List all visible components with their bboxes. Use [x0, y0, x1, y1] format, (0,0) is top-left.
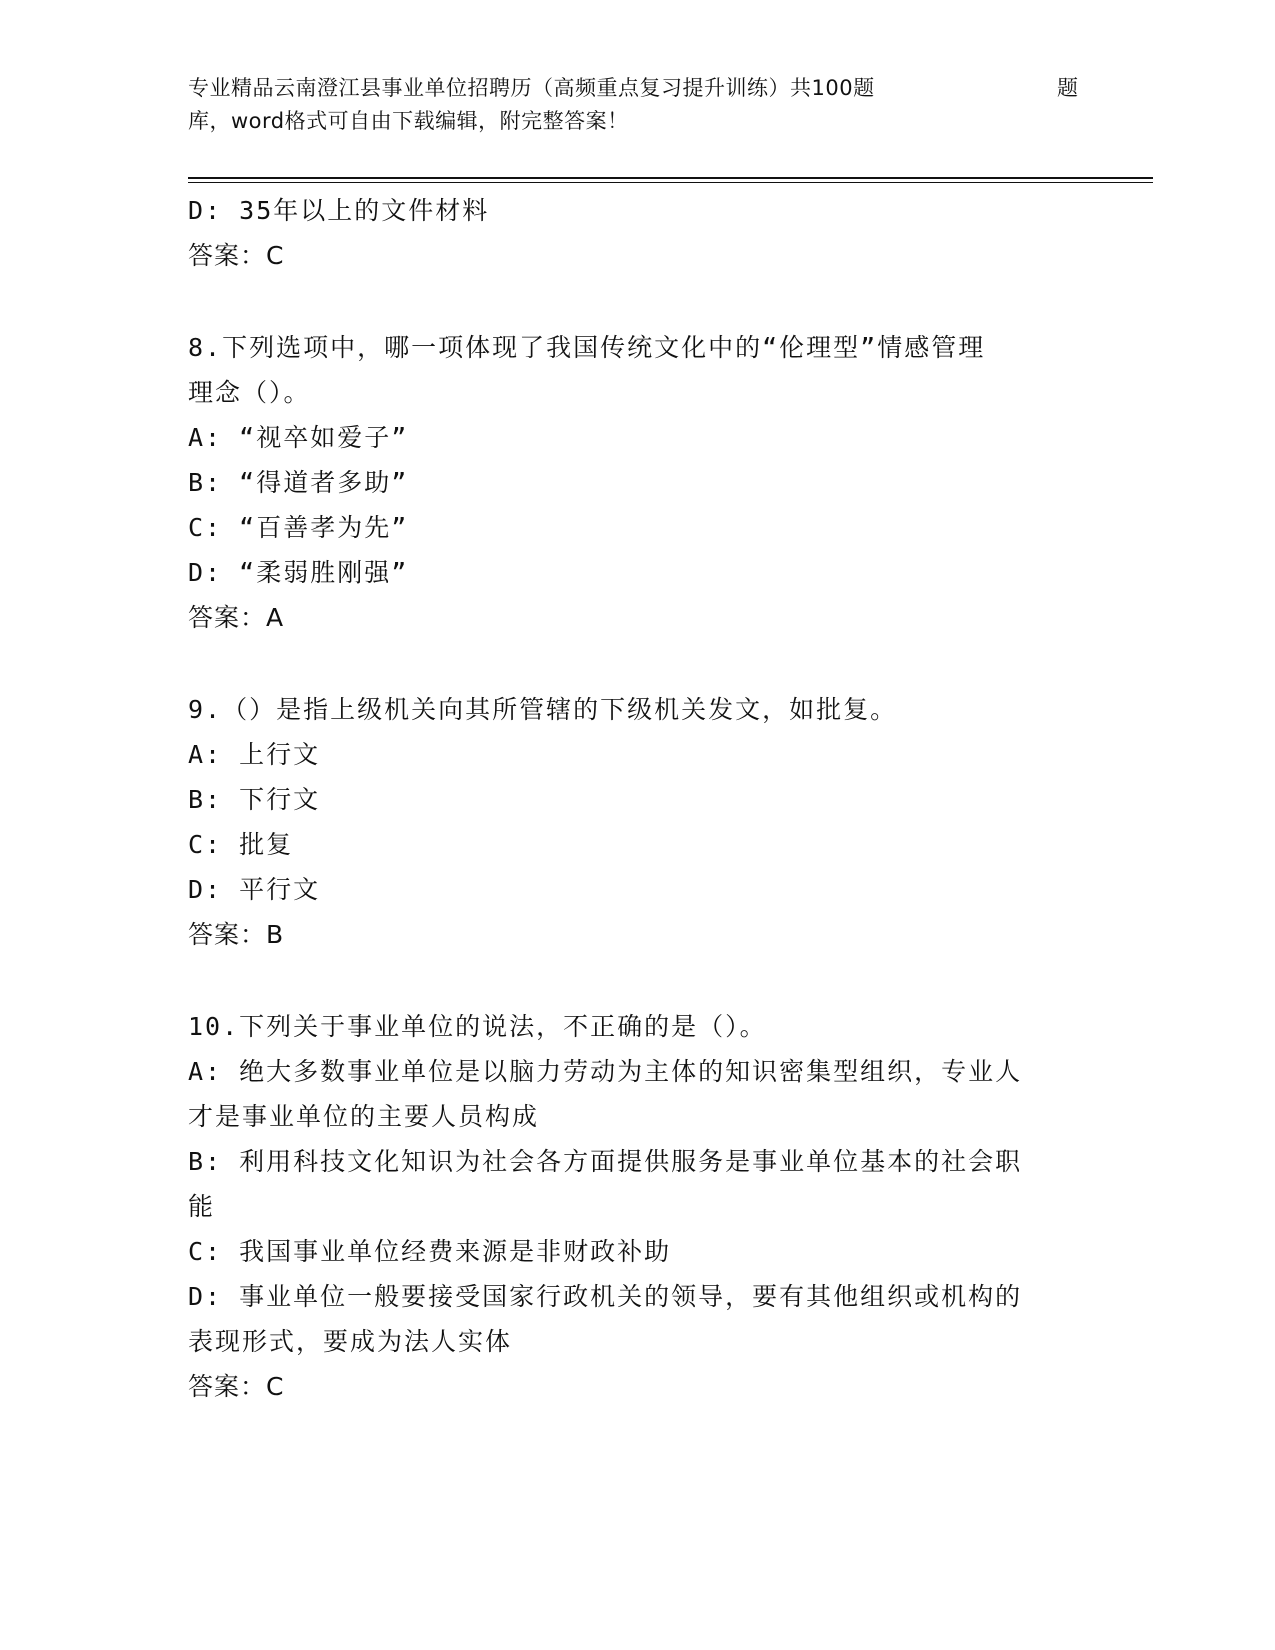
q10-option-a-line-1: A: 绝大多数事业单位是以脑力劳动为主体的知识密集型组织，专业人 — [188, 1057, 1023, 1086]
q7-answer: 答案：C — [188, 241, 285, 270]
q9-option-a: A: 上行文 — [188, 740, 321, 769]
q7-option-d: D: 35年以上的文件材料 — [188, 196, 490, 225]
q8-stem-line-2: 理念（）。 — [188, 378, 311, 407]
q8-option-d: D: “柔弱胜刚强” — [188, 558, 409, 587]
question-8 — [188, 325, 1088, 640]
q8-option-c: C: “百善孝为先” — [188, 513, 409, 542]
q10-answer: 答案：C — [188, 1372, 285, 1401]
question-spacer — [188, 640, 1088, 687]
q10-option-a-line-2: 才是事业单位的主要人员构成 — [188, 1102, 540, 1131]
question-9 — [188, 687, 1088, 957]
question-spacer — [188, 278, 1088, 325]
header-divider-thick — [188, 177, 1153, 179]
q10-option-b-line-2: 能 — [188, 1192, 216, 1221]
header-title-line-1 — [188, 72, 1088, 105]
question-content — [188, 188, 1088, 1409]
q9-stem: 9.（）是指上级机关向其所管辖的下级机关发文，如批复。 — [188, 695, 898, 724]
q8-stem-line-1: 8.下列选项中，哪一项体现了我国传统文化中的“伦理型”情感管理 — [188, 333, 986, 362]
header-title-line-2: 库，word格式可自由下载编辑，附完整答案！ — [188, 109, 629, 133]
q10-option-d-line-1: D: 事业单位一般要接受国家行政机关的领导，要有其他组织或机构的 — [188, 1282, 1023, 1311]
question-10 — [188, 1004, 1088, 1409]
question-7-fragment — [188, 188, 1088, 278]
q8-option-a: A: “视卒如爱子” — [188, 423, 409, 452]
header-title-tail: 题 — [1057, 76, 1079, 100]
q8-answer: 答案：A — [188, 603, 285, 632]
question-spacer — [188, 957, 1088, 1004]
q9-option-b: B: 下行文 — [188, 785, 321, 814]
page-header — [188, 72, 1088, 138]
q10-option-d-line-2: 表现形式，要成为法人实体 — [188, 1327, 513, 1356]
q9-answer: 答案：B — [188, 920, 285, 949]
q9-option-c: C: 批复 — [188, 830, 294, 859]
q10-option-b-line-1: B: 利用科技文化知识为社会各方面提供服务是事业单位基本的社会职 — [188, 1147, 1023, 1176]
header-title-text: 专业精品云南澄江县事业单位招聘历（高频重点复习提升训练）共100题 — [188, 76, 875, 100]
q10-option-c: C: 我国事业单位经费来源是非财政补助 — [188, 1237, 672, 1266]
header-divider-thin — [188, 182, 1153, 183]
q10-stem: 10.下列关于事业单位的说法，不正确的是（）。 — [188, 1012, 767, 1041]
q9-option-d: D: 平行文 — [188, 875, 321, 904]
q8-option-b: B: “得道者多助” — [188, 468, 409, 497]
